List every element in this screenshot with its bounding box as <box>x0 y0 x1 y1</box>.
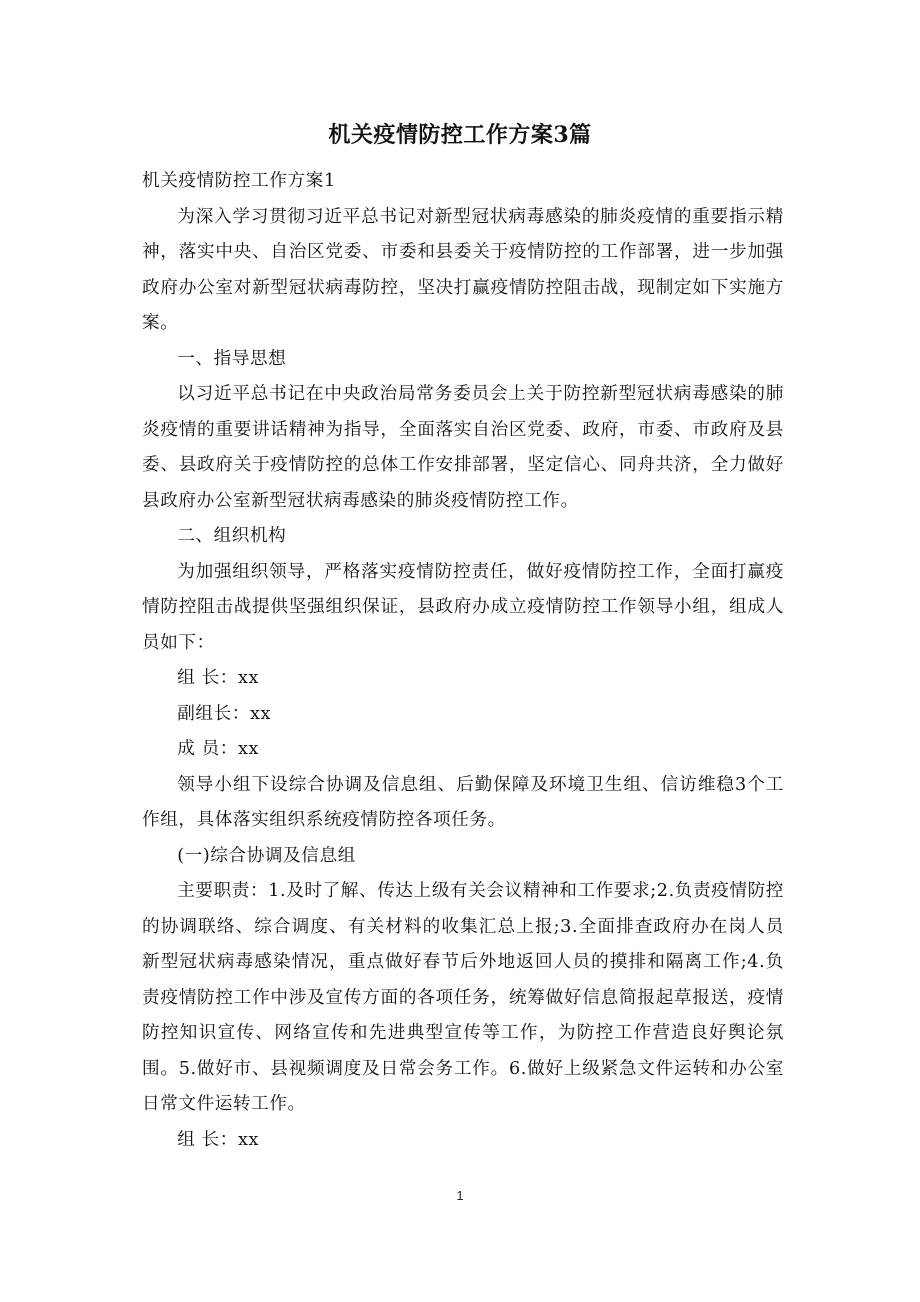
section-heading-guiding-ideology: 一、指导思想 <box>177 348 287 369</box>
member-line-deputy-leader: 副组长：xx <box>177 703 272 724</box>
page-number: 1 <box>456 1188 464 1203</box>
member-line-leader: 组 长：xx <box>177 668 260 688</box>
document-title: 机关疫情防控工作方案3篇 <box>328 122 592 148</box>
paragraph-guiding-ideology: 以习近平总书记在中央政治局常务委员会上关于防控新型冠状病毒感染的肺炎疫情的重要讲话精神为指导，全面落实自治区党委、政府，市委、市政府及县委、县政府关于疫情防控的总体工作安排部署，坚定信心、同舟共济，全力做好县政府办公室新型冠状病毒感染的肺炎疫情防控工作。 <box>142 384 784 511</box>
subsection-heading-coordination-group: (一)综合协调及信息组 <box>177 845 356 866</box>
paragraph-main-duties: 主要职责：1.及时了解、传达上级有关会议精神和工作要求;2.负责疫情防控的协调联络、综合调度、有关材料的收集汇总上报;3.全面排查政府办在岗人员新型冠状病毒感染情况，重点做好春节后外地返回人员的摸排和隔离工作;4.负责疫情防控工作中涉及宣传方面的各项任务，统筹做好信息简报起草报送，疫情防控知识宣传、网络宣传和先进典型宣传等工作，为防控工作营造良好舆论氛围。5.做好市、县视频调度及日常会务工作。6.做好上级紧急文件运转和办公室日常文件运转工作。 <box>142 881 784 1114</box>
member-line-group-leader: 组 长：xx <box>177 1129 260 1150</box>
document-subtitle: 机关疫情防控工作方案1 <box>142 171 336 191</box>
paragraph-organization: 为加强组织领导，严格落实疫情防控责任，做好疫情防控工作，全面打赢疫情防控阻击战提供坚强组织保证，县政府办成立疫情防控工作领导小组，组成人员如下： <box>142 561 784 653</box>
document-body <box>142 164 784 1158</box>
section-heading-organization: 二、组织机构 <box>177 526 287 546</box>
paragraph-intro: 为深入学习贯彻习近平总书记对新型冠状病毒感染的肺炎疫情的重要指示精神，落实中央、自治区党委、市委和县委关于疫情防控的工作部署，进一步加强政府办公室对新型冠状病毒防控，坚决打赢疫情防控阻击战，现制定如下实施方案。 <box>142 206 784 333</box>
paragraph-working-groups: 领导小组下设综合协调及信息组、后勤保障及环境卫生组、信访维稳3个工作组，具体落实组织系统疫情防控各项任务。 <box>142 774 784 830</box>
member-line-members: 成 员：xx <box>177 739 260 759</box>
